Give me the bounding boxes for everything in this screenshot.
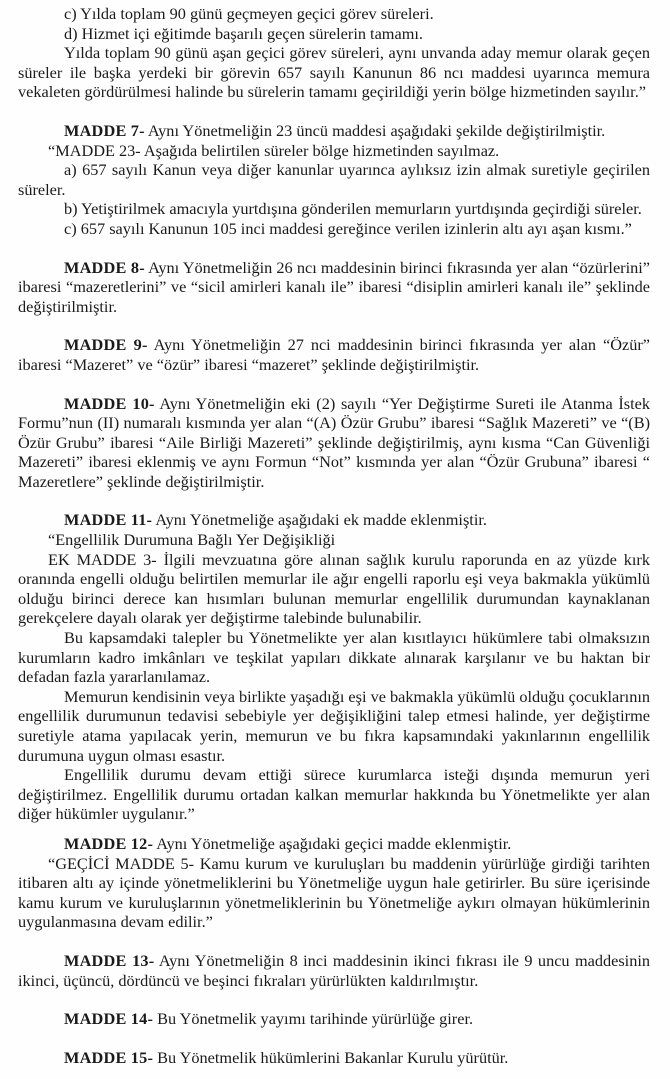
section-spacer (18, 102, 650, 121)
madde-13-label: MADDE 13- (64, 950, 155, 970)
section-spacer (18, 932, 650, 951)
section-spacer (18, 316, 650, 335)
madde-9-paragraph (18, 335, 650, 374)
madde-12-label: MADDE 12- (64, 833, 154, 853)
madde-23-item-c: c) 657 sayılı Kanunun 105 inci maddesi gereğince verilen izinlerin altı ayı aşan kısmı.” (64, 218, 632, 238)
ek-madde-3-fikra-3: Memurun kendisinin veya birlikte yaşadığı eşi ve bakmakla yükümlü olduğu çocuklarının engellilik durumunun tedavisi sebebiyle yer değişikliğini talep etmesi halinde, yer değiştirme suretiyle atama yapılacak yerin, memurun ve bu fıkra kapsamındaki yakınlarının engellilik durumuna uygun olması esastır. (18, 686, 650, 765)
madde-8-label: MADDE 8- (64, 257, 145, 277)
section-spacer (18, 491, 650, 510)
madde-10-text: Aynı Yönetmeliğin eki (2) sayılı “Yer Değiştirme Sureti ile Atanma İstek Formu”nun (II) numaralı kısmında yer alan “(A) Özür Grubu” ibaresi “Sağlık Mazereti” ve “(B) Özür Grubu” ibaresi “Aile Birliği Mazereti” şeklinde değiştirilmiş, aynı kısma “Can Güvenliği Mazereti” ibaresi eklenmiş ve aynı Formun “Not” kısmında yer alan “Özür Grubuna” ibaresi “ Mazeretlere” şeklinde değiştirilmiştir. (18, 393, 650, 491)
madde-10-label: MADDE 10- (64, 393, 155, 413)
madde-9-text: Aynı Yönetmeliğin 27 nci maddesinin birinci fıkrasında yer alan “Özür” ibaresi “Mazeret” ve “özür” ibaresi “mazeret” şeklinde değiştirilmiştir. (18, 335, 650, 374)
madde-10-paragraph (18, 394, 650, 492)
madde-11-text: Aynı Yönetmeliğe aşağıdaki ek madde eklenmiştir. (152, 510, 487, 530)
madde-23-item-a: a) 657 sayılı Kanun veya diğer kanunlar uyarınca aylıksız izin almak suretiyle geçirilen süreler. (18, 160, 650, 199)
madde-13-paragraph (18, 951, 650, 990)
madde-12-text: Aynı Yönetmeliğe aşağıdaki geçici madde eklenmiştir. (153, 833, 512, 853)
madde-15-text: Bu Yönetmelik hükümlerini Bakanlar Kurulu yürütür. (153, 1047, 509, 1067)
gecici-madde-5-paragraph: “GEÇİCİ MADDE 5- Kamu kurum ve kuruluşları bu maddenin yürürlüğe girdiği tarihten itibaren altı ay içinde yönetmeliklerini bu Yönetmeliğe uygun hale getirirler. Bu süre içerisinde kamu kurum ve kuruluşlarının yönetmeliklerinin bu Yönetmeliğe aykırı olmayan hükümlerinin uygulanmasına devam edilir.” (18, 853, 650, 932)
ek-madde-3-fikra-4: Engellilik durumu devam ettiği sürece kurumlarca isteği dışında memurun yeri değiştirilmez. Engellilik durumu ortadan kalkan memurlar hakkında bu Yönetmelikte yer alan diğer hükümler uygulanır.” (18, 765, 650, 824)
madde-9-label: MADDE 9- (64, 335, 148, 355)
madde-11-paragraph (18, 510, 650, 530)
madde-15-paragraph (18, 1048, 650, 1068)
madde-14-label: MADDE 14- (64, 1009, 154, 1029)
madde-14-paragraph (18, 1009, 650, 1029)
madde-23-item-b: b) Yetiştirilmek amacıyla yurtdışına gönderilen memurların yurtdışında geçirdiği süreler. (64, 199, 642, 219)
section-spacer (18, 824, 650, 834)
section-spacer (18, 990, 650, 1009)
lettered-item-c: c) Yılda toplam 90 günü geçmeyen geçici görev süreleri. (64, 4, 434, 23)
paragraph-yilda-toplam: Yılda toplam 90 günü aşan geçici görev süreleri, aynı unvanda aday memur olarak geçen süreler ile başka yerdeki bir görevin 657 sayılı Kanunun 86 ncı maddesi uyarınca memura vekaleten gördürülmesi halinde bu sürelerin tamamı geçirildiği yerin bölge hizmetinden sayılır.” (18, 43, 650, 102)
madde-11-label: MADDE 11- (64, 510, 153, 530)
section-spacer (18, 375, 650, 394)
madde-13-text: Aynı Yönetmeliğin 8 inci maddesinin ikinci fıkrası ile 9 uncu maddesinin ikinci, üçüncü, dördüncü ve beşinci fıkraları yürürlükten kaldırılmıştır. (18, 950, 651, 990)
madde-8-text: Aynı Yönetmeliğin 26 ncı maddesinin birinci fıkrasında yer alan “özürlerini” ibaresi “mazeretlerini” ve “sicil amirleri kanalı ile” ibaresi “disiplin amirleri kanalı ile” şeklinde değiştirilmiştir. (18, 257, 651, 316)
ek-madde-3-paragraph: EK MADDE 3- İlgili mevzuatına göre alınan sağlık kurulu raporunda en az yüzde kırk oranında engelli olduğu belirtilen memurlar ile ağır engelli raporlu eşi veya bakmakla yükümlü olduğu birinci derece kan hısımları bulunan memurlar engellilik durumundan kaynaklanan gerekçelere dayalı olarak yer değiştirme talebinde bulunabilir. (18, 549, 650, 628)
ek-madde-3-fikra-2: Bu kapsamdaki talepler bu Yönetmelikte yer alan kısıtlayıcı hükümlere tabi olmaksızın kurumların kadro imkânları ve teşkilat yapıları dikkate alınarak karşılanır ve bu haktan bir defadan fazla yararlanılamaz. (18, 628, 650, 687)
lettered-item-d: d) Hizmet içi eğitimde başarılı geçen sürelerin tamamı. (64, 23, 423, 43)
madde-23-quote: “MADDE 23- Aşağıda belirtilen süreler bölge hizmetinden sayılmaz. (48, 140, 500, 160)
madde-7-label: MADDE 7- (64, 120, 145, 140)
section-spacer (18, 239, 650, 258)
ek-madde-heading: “Engellilik Durumuna Bağlı Yer Değişikliği (48, 530, 336, 550)
madde-8-paragraph (18, 258, 650, 317)
madde-7-paragraph (18, 121, 650, 141)
madde-15-label: MADDE 15- (64, 1047, 154, 1067)
madde-7-text: Aynı Yönetmeliğin 23 üncü maddesi aşağıdaki şekilde değiştirilmiştir. (144, 120, 606, 140)
madde-12-paragraph (18, 834, 650, 854)
madde-14-text: Bu Yönetmelik yayımı tarihinde yürürlüğe girer. (153, 1009, 474, 1029)
section-spacer (18, 1029, 650, 1048)
